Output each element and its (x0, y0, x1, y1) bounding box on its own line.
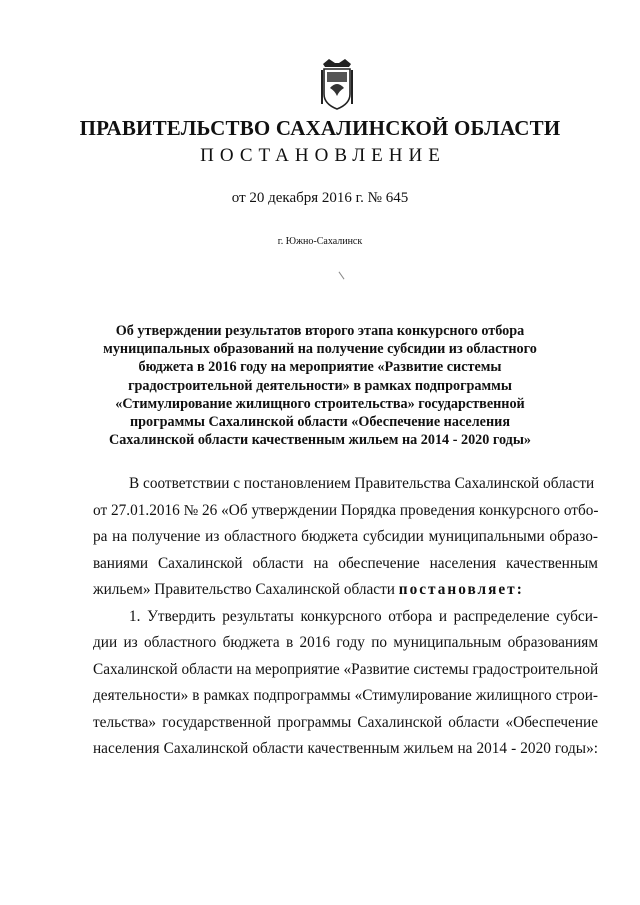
title-line: Об утверждении результатов второго этапа конкурсного отбора (115, 323, 525, 339)
body-line: населения Сахалинской области качественным жильем на 2014 - 2020 годы»: (93, 740, 598, 757)
body-line-with-operative-word (93, 581, 598, 601)
body-line: ра на получение из областного бюджета субсидии муниципальными образо- (93, 528, 598, 545)
body-line: тельства» государственной программы Сахалинской области «Обеспечение (93, 713, 598, 731)
body-line: от 27.01.2016 № 26 «Об утверждении Порядка проведения конкурсного отбо- (93, 501, 599, 519)
organization-name: ПРАВИТЕЛЬСТВО САХАЛИНСКОЙ ОБЛАСТИ (79, 116, 561, 140)
title-line: градостроительной деятельности» в рамках подпрограммы (128, 377, 512, 394)
title-line: Сахалинской области качественным жильем на 2014 - 2020 годы» (108, 432, 532, 449)
title-line: «Стимулирование жилищного строительства» государственной (115, 395, 525, 412)
body-line: 1. Утвердить результаты конкурсного отбора и распределение субси- (129, 607, 598, 625)
scan-mark (339, 272, 345, 280)
body-line: дии из областного бюджета в 2016 году по муниципальным образованиям (93, 634, 598, 651)
coat-of-arms-icon (321, 58, 353, 110)
city-name: г. Южно-Сахалинск (277, 236, 363, 247)
title-line: муниципальных образований на получение субсидии из областного (103, 341, 537, 358)
body-line: деятельности» в рамках подпрограммы «Стимулирование жилищного строи- (93, 687, 598, 704)
document-title (100, 322, 540, 449)
operative-word: постановляет: (398, 581, 524, 598)
body-line: Сахалинской области на мероприятие «Развитие системы градостроительной (93, 660, 599, 678)
body-line: ваниями Сахалинской области на обеспечение населения качественным (93, 554, 598, 572)
body-line: В соответствии с постановлением Правительства Сахалинской области (129, 475, 595, 492)
document-type: ПОСТАНОВЛЕНИЕ (200, 145, 446, 166)
title-line: бюджета в 2016 году на мероприятие «Развитие системы (138, 359, 502, 376)
document-date-number: от 20 декабря 2016 г. № 645 (231, 190, 409, 206)
title-line: программы Сахалинской области «Обеспечение населения (129, 414, 510, 431)
body-line-text: жильем» Правительство Сахалинской области (93, 581, 395, 598)
